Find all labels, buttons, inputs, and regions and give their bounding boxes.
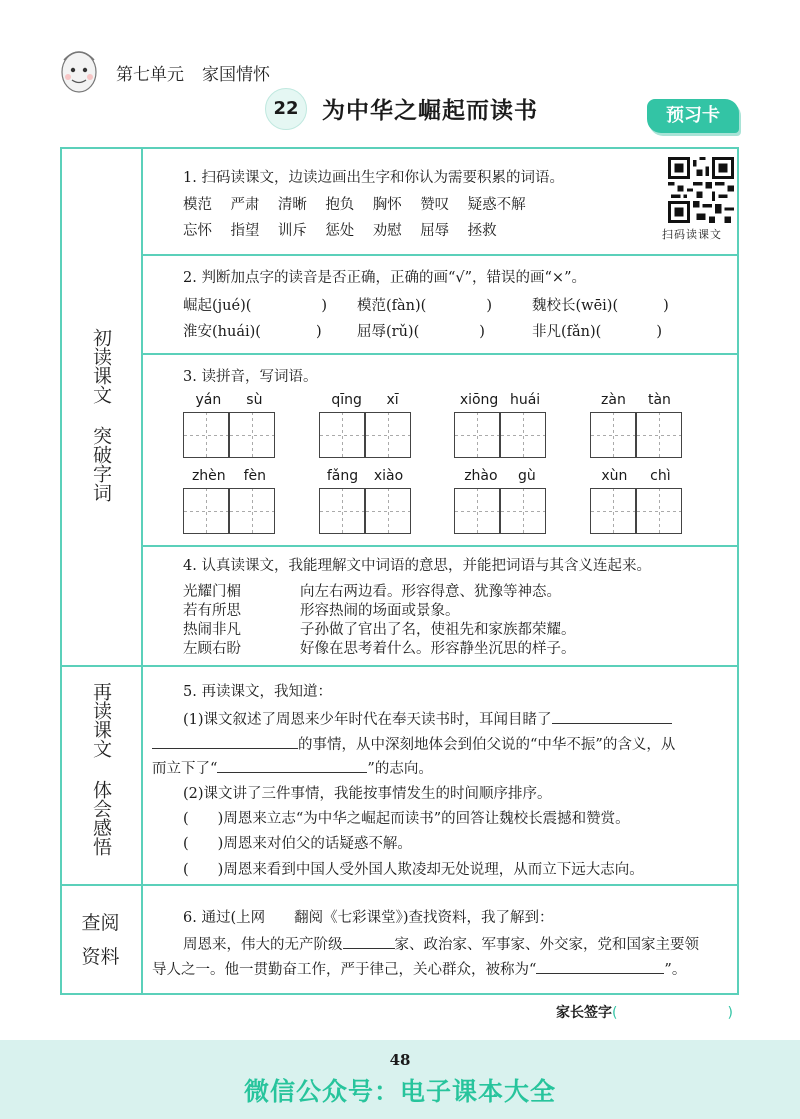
pinyin: gù <box>518 468 536 484</box>
q2-item <box>532 294 669 315</box>
q6-text: 周恩来，伟大的无产阶级 <box>183 937 343 953</box>
watermark: 微信公众号：电子课本大全 <box>243 1077 556 1106</box>
writing-box[interactable] <box>590 412 636 458</box>
q5-sub-prompt: (2)课文讲了三件事情，我能按事情发生的时间顺序排序。 <box>183 786 552 802</box>
preview-card-badge: 预习卡 <box>647 99 739 133</box>
vocab-word: 指望 <box>230 223 260 239</box>
qr-caption: 扫码读课文 <box>662 228 722 241</box>
q2-item <box>183 320 322 341</box>
pinyin: fèn <box>243 468 267 484</box>
q2-item <box>357 294 492 315</box>
q5-line <box>152 757 433 778</box>
q2-paren-close: ) <box>321 298 328 314</box>
q2-paren-close: ) <box>315 324 322 340</box>
vocab-word: 屈辱 <box>420 223 450 239</box>
vocab-word: 训斥 <box>277 223 307 239</box>
q4-meanings <box>300 583 576 659</box>
pinyin-group <box>183 468 275 534</box>
pinyin: zhào <box>464 468 498 484</box>
pinyin: zhèn <box>191 468 226 484</box>
writing-box[interactable] <box>229 488 275 534</box>
writing-box[interactable] <box>454 488 500 534</box>
q1-prompt: 1. 扫码读课文，边读边画出生字和你认为需要积累的词语。 <box>183 170 564 186</box>
unit-heading <box>116 60 270 85</box>
writing-box[interactable] <box>365 488 411 534</box>
answer-blank[interactable] <box>343 934 395 949</box>
reread-sublabel: 体会感悟 <box>90 780 112 856</box>
first-read-sublabel: 突破字词 <box>90 426 112 502</box>
q4-term[interactable]: 若有所思 <box>183 603 241 619</box>
q4-term[interactable]: 热闹非凡 <box>183 622 241 638</box>
row-divider <box>141 254 739 256</box>
reread-label: 再读课文 <box>90 682 112 758</box>
q6-text: ”。 <box>664 962 687 978</box>
writing-box[interactable] <box>183 488 229 534</box>
side-label-research <box>60 910 141 970</box>
q2-paren-close: ) <box>663 298 669 314</box>
writing-box[interactable] <box>500 488 546 534</box>
q5-order-item[interactable]: ( )周恩来对伯父的话疑惑不解。 <box>183 836 412 852</box>
pinyin-group <box>183 392 275 458</box>
column-divider <box>141 147 143 995</box>
writing-box[interactable] <box>454 412 500 458</box>
q1-word-row <box>183 193 526 214</box>
writing-box[interactable] <box>365 412 411 458</box>
q1-word-row <box>183 219 497 240</box>
writing-box[interactable] <box>319 488 365 534</box>
answer-blank[interactable] <box>552 709 672 724</box>
vocab-word: 惩处 <box>325 223 355 239</box>
writing-box[interactable] <box>183 412 229 458</box>
answer-blank[interactable] <box>536 959 664 974</box>
q4-prompt: 4. 认真读课文，我能理解文中词语的意思，并能把词语与其含义连起来。 <box>183 558 651 574</box>
first-read-label: 初读课文 <box>90 328 112 404</box>
vocab-word: 胸怀 <box>372 197 402 213</box>
pinyin: xiào <box>373 468 404 484</box>
q5-text: 的事情，从中深刻地体会到伯父说的“中华不振”的含义，从 <box>298 737 676 753</box>
vocab-word: 赞叹 <box>420 197 450 213</box>
vocab-word: 抱负 <box>325 197 355 213</box>
q4-meaning[interactable]: 好像在思考着什么。形容静坐沉思的样子。 <box>300 641 576 657</box>
unit-theme: 家国情怀 <box>202 65 270 85</box>
lesson-number: 22 <box>265 88 307 130</box>
side-label-reread <box>60 682 141 856</box>
pinyin: xiōng <box>459 392 499 408</box>
research-label: 查阅 <box>81 912 120 934</box>
unit-label: 第七单元 <box>116 65 184 85</box>
q4-meaning[interactable]: 形容热闹的场面或景象。 <box>300 603 460 619</box>
pinyin: tàn <box>647 392 671 408</box>
parent-signature <box>556 1002 733 1022</box>
q6-text: 导人之一。他一贯勤奋工作，严于律己，关心群众，被称为“ <box>152 962 537 978</box>
pinyin: yán <box>195 392 222 408</box>
q2-item <box>183 294 327 315</box>
q2-word: 屈辱(rǔ)( <box>357 324 420 340</box>
pinyin: zàn <box>601 392 626 408</box>
pinyin: qīng <box>331 392 362 408</box>
writing-box[interactable] <box>636 412 682 458</box>
vocab-word: 劝慰 <box>372 223 402 239</box>
writing-box[interactable] <box>500 412 546 458</box>
writing-box[interactable] <box>636 488 682 534</box>
q2-word: 模范(fàn)( <box>357 298 427 314</box>
q4-term[interactable]: 左顾右盼 <box>183 641 241 657</box>
signature-paren-close: ) <box>727 1005 733 1021</box>
q6-line <box>183 933 699 954</box>
q5-order-item[interactable]: ( )周恩来看到中国人受外国人欺凌却无处说理，从而立下远大志向。 <box>183 862 644 878</box>
pinyin: sù <box>246 392 263 408</box>
q5-line <box>152 733 675 754</box>
pinyin-group <box>454 468 546 534</box>
row-divider <box>141 545 739 547</box>
mascot-icon <box>56 42 102 98</box>
answer-blank[interactable] <box>152 734 298 749</box>
pinyin: xī <box>386 392 399 408</box>
parent-signature-label: 家长签字 <box>556 1005 612 1021</box>
q5-line <box>183 708 672 729</box>
qr-code-icon[interactable] <box>668 157 734 223</box>
row-divider <box>141 353 739 355</box>
q2-word: 淮安(huái)( <box>183 324 261 340</box>
pinyin: huái <box>509 392 541 408</box>
writing-box[interactable] <box>319 412 365 458</box>
q4-meaning[interactable]: 子孙做了官出了名，使祖先和家族都荣耀。 <box>300 622 576 638</box>
section-divider <box>60 884 739 886</box>
q2-paren-close: ) <box>656 324 662 340</box>
pinyin-group <box>319 392 411 458</box>
q3-prompt: 3. 读拼音，写词语。 <box>183 369 318 385</box>
signature-paren-open: ( <box>612 1005 618 1021</box>
q6-prompt: 6. 通过(上网 翻阅《七彩课堂》)查找资料，我了解到： <box>183 910 554 926</box>
q5-order-item[interactable]: ( )周恩来立志“为中华之崛起而读书”的回答让魏校长震撼和赞赏。 <box>183 811 630 827</box>
vocab-word: 疑惑不解 <box>467 197 526 213</box>
pinyin-group <box>319 468 411 534</box>
q2-item <box>357 320 485 341</box>
research-sublabel: 资料 <box>81 946 120 968</box>
vocab-word: 清晰 <box>277 197 307 213</box>
section-divider <box>60 665 739 667</box>
q2-word: 崛起(jué)( <box>183 298 252 314</box>
pinyin-group <box>590 392 682 458</box>
pinyin: fǎng <box>326 468 359 484</box>
q2-word: 魏校长(wēi)( <box>532 298 619 314</box>
vocab-word: 严肃 <box>230 197 260 213</box>
side-label-first-read <box>60 328 141 502</box>
page-number: 48 <box>389 1051 411 1069</box>
q2-paren-close: ) <box>486 298 492 314</box>
q2-prompt: 2. 判断加点字的读音是否正确，正确的画“√”，错误的画“×”。 <box>183 270 586 286</box>
writing-box[interactable] <box>590 488 636 534</box>
q4-term[interactable]: 光耀门楣 <box>183 584 241 600</box>
q4-terms <box>183 583 241 659</box>
q5-text: ”的志向。 <box>367 761 433 777</box>
q2-paren-close: ) <box>479 324 485 340</box>
pinyin-group <box>590 468 682 534</box>
q5-text: (1)课文叙述了周恩来少年时代在奉天读书时，耳闻目睹了 <box>183 712 552 728</box>
vocab-word: 拯救 <box>467 223 497 239</box>
q6-text: 家、政治家、军事家、外交家，党和国家主要领 <box>394 937 699 953</box>
vocab-word: 模范 <box>183 197 212 213</box>
pinyin-group <box>454 392 546 458</box>
answer-blank[interactable] <box>217 758 367 773</box>
pinyin: chì <box>650 468 671 484</box>
q2-word: 非凡(fǎn)( <box>532 324 602 340</box>
vocab-word: 忘怀 <box>183 223 212 239</box>
writing-box[interactable] <box>229 412 275 458</box>
q5-prompt: 5. 再读课文，我知道： <box>183 684 332 700</box>
q6-line <box>152 958 686 979</box>
q5-text: 而立下了“ <box>152 761 218 777</box>
lesson-title: 为中华之崛起而读书 <box>322 98 538 124</box>
pinyin: xùn <box>601 468 628 484</box>
q2-item <box>532 320 662 341</box>
q4-meaning[interactable]: 向左右两边看。形容得意、犹豫等神态。 <box>300 584 561 600</box>
